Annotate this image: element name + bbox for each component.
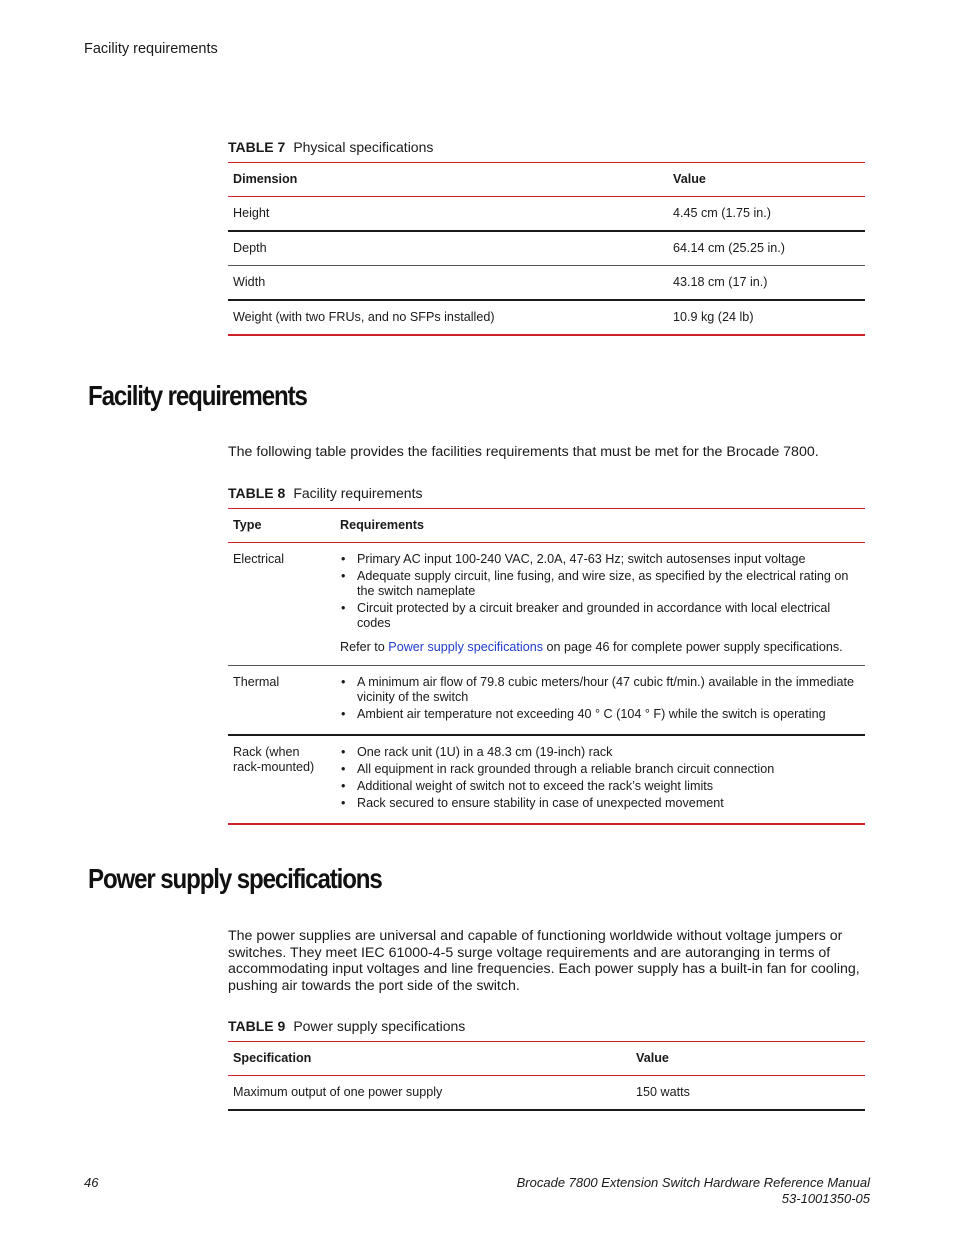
running-header: Facility requirements <box>84 41 218 57</box>
facility-intro-paragraph: The following table provides the facilities requirements that must be met for the Brocade 7800. <box>228 444 819 460</box>
table7-caption <box>228 139 433 155</box>
electrical-refer-note <box>340 640 860 655</box>
facility-requirements-heading: Facility requirements <box>88 380 307 411</box>
table8-caption <box>228 485 422 501</box>
table9-power-supply-specifications <box>228 1041 865 1111</box>
table9-caption <box>228 1018 465 1034</box>
table9-title: Power supply specifications <box>293 1018 466 1034</box>
table-cell: Height <box>228 197 668 232</box>
table-row <box>228 735 865 824</box>
table-row <box>228 231 865 266</box>
table-row <box>228 266 865 301</box>
table8-facility-requirements <box>228 508 865 825</box>
table-cell-type: Electrical <box>228 543 335 666</box>
table8-label: TABLE 8 <box>228 485 286 501</box>
table8-title: Facility requirements <box>293 485 423 501</box>
footer-manual-info <box>517 1175 870 1207</box>
table-cell: 10.9 kg (24 lb) <box>668 300 865 335</box>
table-cell-requirements <box>335 543 865 666</box>
table8-header-requirements: Requirements <box>335 509 865 543</box>
thermal-bullet-list <box>340 675 860 722</box>
table9-label: TABLE 9 <box>228 1018 286 1034</box>
list-item: • Adequate supply circuit, line fusing, and wire size, as specified by the electrical rating on the switch nameplate <box>357 569 860 599</box>
rack-bullet-list <box>340 745 860 811</box>
table7-header-row <box>228 163 865 197</box>
table-cell: Depth <box>228 231 668 266</box>
table9-header-value: Value <box>631 1042 865 1076</box>
table-cell-type: Thermal <box>228 666 335 736</box>
power-supply-specifications-heading: Power supply specifications <box>88 863 382 894</box>
table7-header-value: Value <box>668 163 865 197</box>
electrical-bullet-list <box>340 552 860 631</box>
list-item: • Additional weight of switch not to exceed the rack’s weight limits <box>357 779 860 794</box>
table8-header-type: Type <box>228 509 335 543</box>
table-row <box>228 1076 865 1111</box>
list-item: • All equipment in rack grounded through a reliable branch circuit connection <box>357 762 860 777</box>
list-item: • A minimum air flow of 79.8 cubic meters/hour (47 cubic ft/min.) available in the immediate vicinity of the switch <box>357 675 860 705</box>
table-cell: Maximum output of one power supply <box>228 1076 631 1111</box>
list-item: • One rack unit (1U) in a 48.3 cm (19-inch) rack <box>357 745 860 760</box>
table-cell-type: Rack (when rack-mounted) <box>228 735 335 824</box>
page-number: 46 <box>84 1175 99 1190</box>
power-supply-intro-paragraph: The power supplies are universal and capable of functioning worldwide without voltage jumpers or switches. They meet IEC 61000-4-5 surge voltage requirements and are autoranging in terms of accommodating input voltages and line frequencies. Each power supply has a built-in fan for cooling, pushing air towards the port side of the switch. <box>228 928 860 994</box>
table-row <box>228 300 865 335</box>
table9-header-row <box>228 1042 865 1076</box>
table-cell: Weight (with two FRUs, and no SFPs installed) <box>228 300 668 335</box>
table-cell-requirements <box>335 666 865 736</box>
table-cell: 43.18 cm (17 in.) <box>668 266 865 301</box>
manual-title: Brocade 7800 Extension Switch Hardware Reference Manual <box>516 1175 870 1190</box>
table-cell: 150 watts <box>631 1076 865 1111</box>
refer-prefix: Refer to <box>340 640 389 654</box>
table7-label: TABLE 7 <box>228 139 286 155</box>
table-cell: 64.14 cm (25.25 in.) <box>668 231 865 266</box>
table7-physical-specifications <box>228 162 865 336</box>
power-supply-specifications-link[interactable]: Power supply specifications <box>388 640 543 654</box>
table-row <box>228 666 865 736</box>
table9-header-specification: Specification <box>228 1042 631 1076</box>
list-item: • Ambient air temperature not exceeding 40 ° C (104 ° F) while the switch is operating <box>357 707 860 722</box>
table-cell: 4.45 cm (1.75 in.) <box>668 197 865 232</box>
table-cell: Width <box>228 266 668 301</box>
list-item: • Rack secured to ensure stability in case of unexpected movement <box>357 796 860 811</box>
refer-suffix: on page 46 for complete power supply specifications. <box>543 640 843 654</box>
table8-header-row <box>228 509 865 543</box>
doc-number: 53-1001350-05 <box>781 1191 870 1206</box>
table7-title: Physical specifications <box>293 139 434 155</box>
table-row <box>228 543 865 666</box>
table-row <box>228 197 865 232</box>
list-item: • Primary AC input 100-240 VAC, 2.0A, 47-63 Hz; switch autosenses input voltage <box>357 552 860 567</box>
table-cell-requirements <box>335 735 865 824</box>
list-item: • Circuit protected by a circuit breaker and grounded in accordance with local electrical codes <box>357 601 860 631</box>
table7-header-dimension: Dimension <box>228 163 668 197</box>
